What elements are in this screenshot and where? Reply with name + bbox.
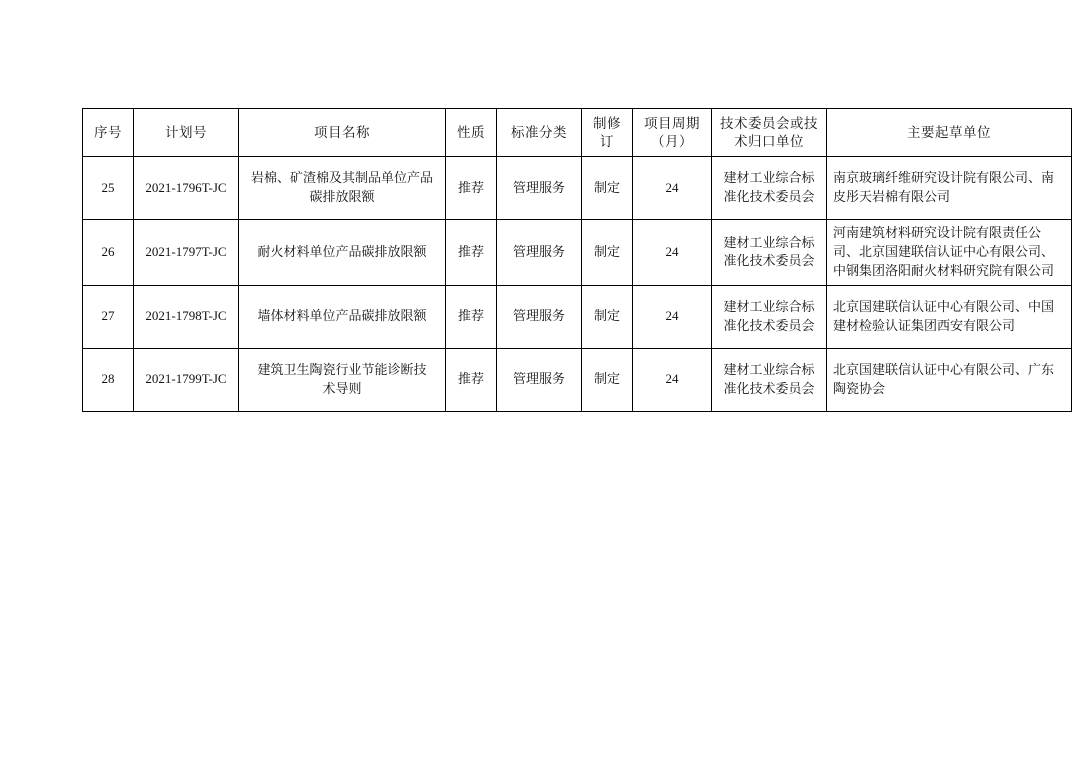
column-header-project-name: 项目名称 [239, 109, 446, 157]
table-row [83, 285, 1072, 348]
column-header-revise [582, 109, 633, 157]
cell-period: 24 [633, 220, 712, 286]
cell-drafting-units-line1: 南京玻璃纤维研究设计院有限公司、南 [833, 170, 1055, 186]
cell-project-name-line1: 岩棉、矿渣棉及其制品单位产品 [250, 170, 433, 186]
cell-committee-line2: 准化技术委员会 [723, 317, 815, 333]
cell-committee-line2: 准化技术委员会 [723, 380, 815, 396]
column-header-period-line2: （月） [651, 133, 693, 149]
cell-seq: 25 [83, 157, 134, 220]
table-header [83, 109, 1072, 157]
cell-committee [712, 157, 827, 220]
column-header-drafting-units: 主要起草单位 [827, 109, 1072, 157]
table-header-row [83, 109, 1072, 157]
column-header-revise-line2: 订 [600, 133, 614, 149]
column-header-committee [712, 109, 827, 157]
cell-project-name [239, 220, 446, 286]
column-header-period [633, 109, 712, 157]
cell-drafting-units-line2: 皮彤天岩棉有限公司 [833, 189, 951, 205]
cell-project-name-line2: 术导则 [322, 380, 362, 396]
cell-drafting-units-line1: 北京国建联信认证中心有限公司、中国 [833, 298, 1055, 314]
cell-nature: 推荐 [446, 348, 497, 411]
table-row [83, 157, 1072, 220]
cell-plan-number: 2021-1797T-JC [134, 220, 239, 286]
cell-standard-class: 管理服务 [497, 285, 582, 348]
column-header-nature: 性质 [446, 109, 497, 157]
column-header-period-line1: 项目周期 [644, 116, 700, 131]
column-header-revise-line1: 制修 [593, 116, 621, 131]
cell-drafting-units-line2: 建材检验认证集团西安有限公司 [833, 317, 1016, 333]
cell-committee-line1: 建材工业综合标 [723, 361, 815, 377]
column-header-plan-number: 计划号 [134, 109, 239, 157]
cell-committee-line1: 建材工业综合标 [723, 234, 815, 250]
cell-standard-class: 管理服务 [497, 220, 582, 286]
cell-project-name [239, 157, 446, 220]
cell-project-name-line1: 耐火材料单位产品碳排放限额 [257, 243, 427, 259]
cell-period: 24 [633, 157, 712, 220]
standards-plan-table [82, 108, 1072, 412]
cell-plan-number: 2021-1796T-JC [134, 157, 239, 220]
cell-drafting-units-line2: 陶瓷协会 [833, 380, 886, 396]
cell-committee-line2: 准化技术委员会 [723, 189, 815, 205]
column-header-committee-line1: 技术委员会或技 [720, 116, 818, 131]
column-header-seq: 序号 [83, 109, 134, 157]
cell-standard-class: 管理服务 [497, 348, 582, 411]
column-header-standard-class: 标准分类 [497, 109, 582, 157]
cell-drafting-units-line1: 北京国建联信认证中心有限公司、广东 [833, 361, 1055, 377]
cell-committee-line1: 建材工业综合标 [723, 298, 815, 314]
cell-revise: 制定 [582, 285, 633, 348]
cell-committee [712, 220, 827, 286]
cell-period: 24 [633, 285, 712, 348]
table-row [83, 348, 1072, 411]
cell-seq: 28 [83, 348, 134, 411]
cell-drafting-units-line2: 司、北京国建联信认证中心有限公司、 [833, 243, 1055, 259]
cell-plan-number: 2021-1799T-JC [134, 348, 239, 411]
cell-project-name-line1: 墙体材料单位产品碳排放限额 [257, 308, 427, 324]
cell-project-name-line2: 碳排放限额 [309, 189, 375, 205]
cell-drafting-units [827, 348, 1072, 411]
cell-project-name [239, 348, 446, 411]
cell-committee-line1: 建材工业综合标 [723, 170, 815, 186]
cell-nature: 推荐 [446, 220, 497, 286]
table-body [83, 157, 1072, 412]
cell-project-name-line1: 建筑卫生陶瓷行业节能诊断技 [257, 361, 427, 377]
cell-standard-class: 管理服务 [497, 157, 582, 220]
cell-committee [712, 348, 827, 411]
cell-revise: 制定 [582, 157, 633, 220]
cell-seq: 26 [83, 220, 134, 286]
column-header-committee-line2: 术归口单位 [734, 133, 804, 149]
cell-revise: 制定 [582, 220, 633, 286]
table-row [83, 220, 1072, 286]
cell-committee [712, 285, 827, 348]
cell-committee-line2: 准化技术委员会 [723, 253, 815, 269]
cell-nature: 推荐 [446, 157, 497, 220]
cell-seq: 27 [83, 285, 134, 348]
cell-nature: 推荐 [446, 285, 497, 348]
cell-drafting-units-line1: 河南建筑材料研究设计院有限责任公 [833, 225, 1042, 241]
cell-plan-number: 2021-1798T-JC [134, 285, 239, 348]
cell-project-name [239, 285, 446, 348]
cell-revise: 制定 [582, 348, 633, 411]
cell-drafting-units [827, 157, 1072, 220]
cell-period: 24 [633, 348, 712, 411]
plan-table-container [82, 108, 1055, 412]
cell-drafting-units-line3: 中钢集团洛阳耐火材料研究院有限公司 [833, 262, 1055, 278]
cell-drafting-units [827, 220, 1072, 286]
cell-drafting-units [827, 285, 1072, 348]
